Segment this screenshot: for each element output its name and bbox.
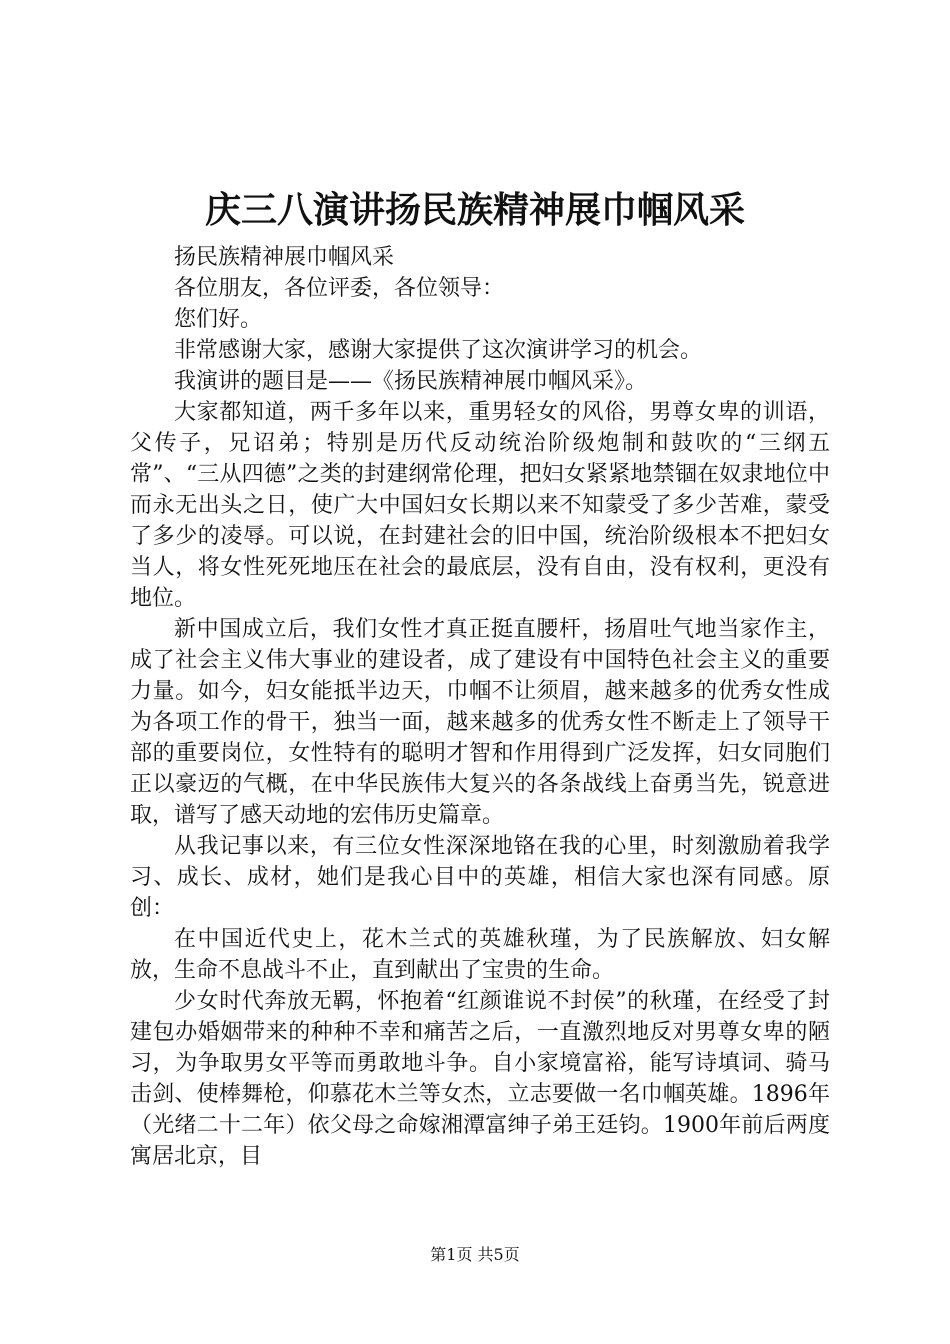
paragraph: 您们好。	[174, 307, 263, 332]
paragraph: 新中国成立后，我们女性才真正挺直腰杆，扬眉吐气地当家作主，成了社会主义伟大事业的建设者，成了建设有中国特色社会主义的重要力量。如今，妇女能抵半边天，巾帼不让须眉，越来越多的优秀女性成为各项工作的骨干，独当一面，越来越多的优秀女性不断走上了领导干部的重要岗位，女性特有的聪明才智和作用得到广泛发挥，妇女同胞们正以豪迈的气概，在中华民族伟大复兴的各条战线上奋勇当先，锐意进取，谱写了感天动地的宏伟历史篇章。	[130, 617, 830, 828]
paragraph: 各位朋友，各位评委，各位领导：	[174, 276, 505, 301]
document-body	[130, 242, 830, 1172]
paragraph: 我演讲的题目是——《扬民族精神展巾帼风采》。	[174, 369, 648, 394]
document-title: 庆三八演讲扬民族精神展巾帼风采	[204, 189, 745, 231]
paragraph: 非常感谢大家，感谢大家提供了这次演讲学习的机会。	[174, 338, 703, 363]
paragraph: 在中国近代史上，花木兰式的英雄秋瑾，为了民族解放、妇女解放，生命不息战斗不止，直到献出了宝贵的生命。	[130, 927, 830, 983]
paragraph: 大家都知道，两千多年以来，重男轻女的风俗，男尊女卑的训语，父传子，兄诏弟；特别是历代反动统治阶级炮制和鼓吹的“三纲五常”、“三从四德”之类的封建纲常伦理，把妇女紧紧地禁锢在奴隶地位中而永无出头之日，使广大中国妇女长期以来不知蒙受了多少苦难，蒙受了多少的凌辱。可以说，在封建社会的旧中国，统治阶级根本不把妇女当人，将女性死死地压在社会的最底层，没有自由，没有权利，更没有地位。	[130, 400, 830, 611]
paragraph: 少女时代奔放无羁，怀抱着“红颜谁说不封侯”的秋瑾，在经受了封建包办婚姻带来的种种不幸和痛苦之后，一直激烈地反对男尊女卑的陋习，为争取男女平等而勇敢地斗争。自小家境富裕，能写诗填词、骑马击剑、使棒舞枪，仰慕花木兰等女杰，立志要做一名巾帼英雄。1896年（光绪二十二年）依父母之命嫁湘潭富绅子弟王廷钧。1900年前后两度寓居北京，目	[130, 989, 830, 1169]
paragraph: 扬民族精神展巾帼风采	[174, 245, 395, 270]
paragraph: 从我记事以来，有三位女性深深地铬在我的心里，时刻激励着我学习、成长、成材，她们是我心目中的英雄，相信大家也深有同感。原创：	[130, 834, 830, 921]
page-footer: 第1页 共5页	[430, 1245, 520, 1264]
